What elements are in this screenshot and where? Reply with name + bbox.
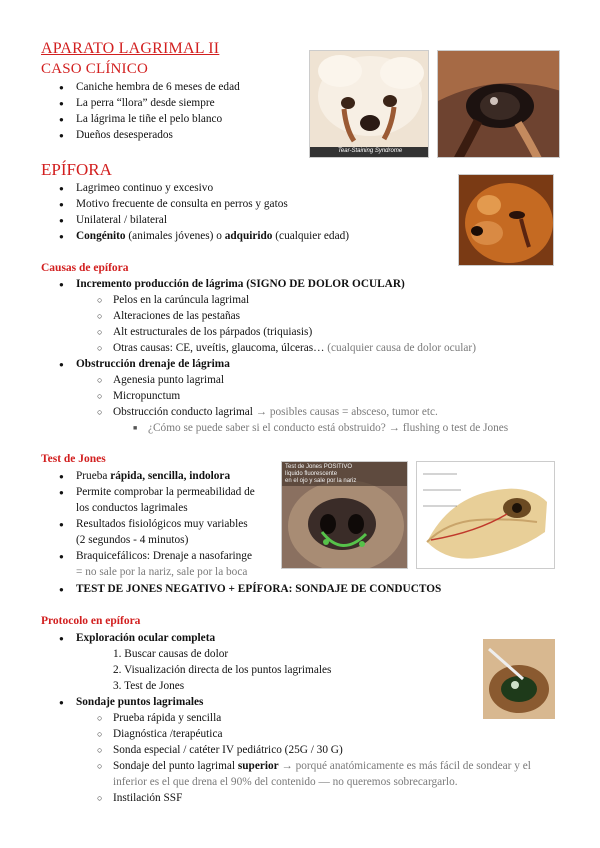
page-title: APARATO LAGRIMAL II	[41, 40, 220, 57]
list-item: ● Braquicefálicos: Drenaje a nasofaringe	[76, 549, 252, 564]
congenito-note: (animales jóvenes) o	[125, 230, 225, 242]
chow-chow-photo	[458, 174, 554, 266]
otras-causas: Otras causas: CE, uveítis, glaucoma, úlceras…	[113, 342, 328, 354]
epifora-title: EPÍFORA	[41, 160, 112, 179]
list-item	[113, 405, 438, 420]
obstruction-question: ■ ¿Cómo se puede saber si el conducto está obstruido? → flushing o test de Jones	[148, 421, 508, 436]
list-item: ○ Micropunctum	[113, 389, 180, 404]
photo-caption: Tear-Staining Syndrome	[337, 148, 403, 154]
sondaje-superior-reason: → porqué anatómicamente es más fácil de sondear y el	[278, 760, 531, 772]
prueba-prefix: Prueba	[76, 470, 111, 482]
list-item: ● Resultados fisiológicos muy variables	[76, 517, 248, 532]
jones-nose-photo	[281, 461, 408, 569]
nasolacrimal-diagram	[416, 461, 555, 569]
list-item-cont: = no sale por la nariz, sale por la boca	[76, 566, 248, 578]
list-item: ○ Diagnóstica /terapéutica	[113, 727, 222, 742]
list-item-cont: inferior es el que drena el 90% del contenido — no queremos sobrecargarlo.	[113, 776, 458, 788]
sondaje-superior-bold: superior	[237, 760, 279, 772]
protocol-step: 3. Test de Jones	[113, 680, 185, 692]
list-item: ● La perra “llora” desde siempre	[76, 96, 215, 111]
list-item: ● Unilateral / bilateral	[76, 213, 167, 228]
prueba-features: rápida, sencilla, indolora	[110, 470, 231, 482]
case-title: CASO CLÍNICO	[41, 61, 148, 77]
protocol-step: 2. Visualización directa de los puntos lagrimales	[113, 664, 332, 676]
list-item: ● Motivo frecuente de consulta en perros y gatos	[76, 197, 288, 212]
list-item: ○ Sonda especial / catéter IV pediátrico (25G / 30 G)	[113, 743, 343, 758]
adquirido-term: adquirido	[224, 230, 273, 242]
list-item	[76, 469, 230, 484]
list-item-cont: los conductos lagrimales	[76, 502, 188, 514]
list-item: ● Caniche hembra de 6 meses de edad	[76, 80, 240, 95]
otras-causas-note: (cualquier causa de dolor ocular)	[327, 342, 476, 354]
protocolo-title: Protocolo en epífora	[41, 615, 141, 627]
protocol-step: 1. Buscar causas de dolor	[113, 648, 229, 660]
sondaje-superior-prefix: Sondaje del punto lagrimal	[113, 760, 238, 772]
probing-photo	[483, 639, 555, 719]
drenaje-label: ● Obstrucción drenaje de lágrima	[76, 357, 230, 372]
obstruccion-conducto: Obstrucción conducto lagrimal	[113, 406, 253, 418]
list-item: ○ Alteraciones de las pestañas	[113, 309, 240, 324]
list-item: ○ Pelos en la carúncula lagrimal	[113, 293, 249, 308]
congenito-term: Congénito	[76, 230, 126, 242]
produccion-label: ● Incremento producción de lágrima (SIGNO DE DOLOR OCULAR)	[76, 277, 405, 292]
list-item: ○ Agenesia punto lagrimal	[113, 373, 224, 388]
adquirido-note: (cualquier edad)	[272, 230, 349, 242]
list-item: ● Dueños desesperados	[76, 128, 173, 143]
list-item: ○ Instilación SSF	[113, 791, 182, 806]
poodle-photo	[309, 50, 429, 158]
jones-title: Test de Jones	[41, 453, 106, 465]
list-item-cont: (2 segundos - 4 minutos)	[76, 534, 189, 546]
eye-closeup-photo	[437, 50, 560, 158]
list-item: ○ Prueba rápida y sencilla	[113, 711, 221, 726]
causas-title: Causas de epífora	[41, 262, 129, 274]
list-item	[113, 759, 531, 774]
list-item: ● Lagrimeo continuo y excesivo	[76, 181, 213, 196]
list-item: ● La lágrima le tiñe el pelo blanco	[76, 112, 222, 127]
list-item: ● Permite comprobar la permeabilidad de	[76, 485, 255, 500]
list-item	[76, 229, 349, 244]
obstruccion-causas: → posibles causas = absceso, tumor etc.	[252, 406, 438, 418]
jones-photo-label: Test de Jones POSITIVO líquido fluorescente en el ojo y sale por la nariz	[285, 464, 357, 484]
list-item	[113, 341, 476, 356]
exploracion-label: ● Exploración ocular completa	[76, 631, 215, 646]
list-item: ○ Alt estructurales de los párpados (triquiasis)	[113, 325, 312, 340]
sondaje-label: ● Sondaje puntos lagrimales	[76, 695, 203, 710]
jones-negativo: ● TEST DE JONES NEGATIVO + EPÍFORA: SONDAJE DE CONDUCTOS	[76, 582, 441, 597]
